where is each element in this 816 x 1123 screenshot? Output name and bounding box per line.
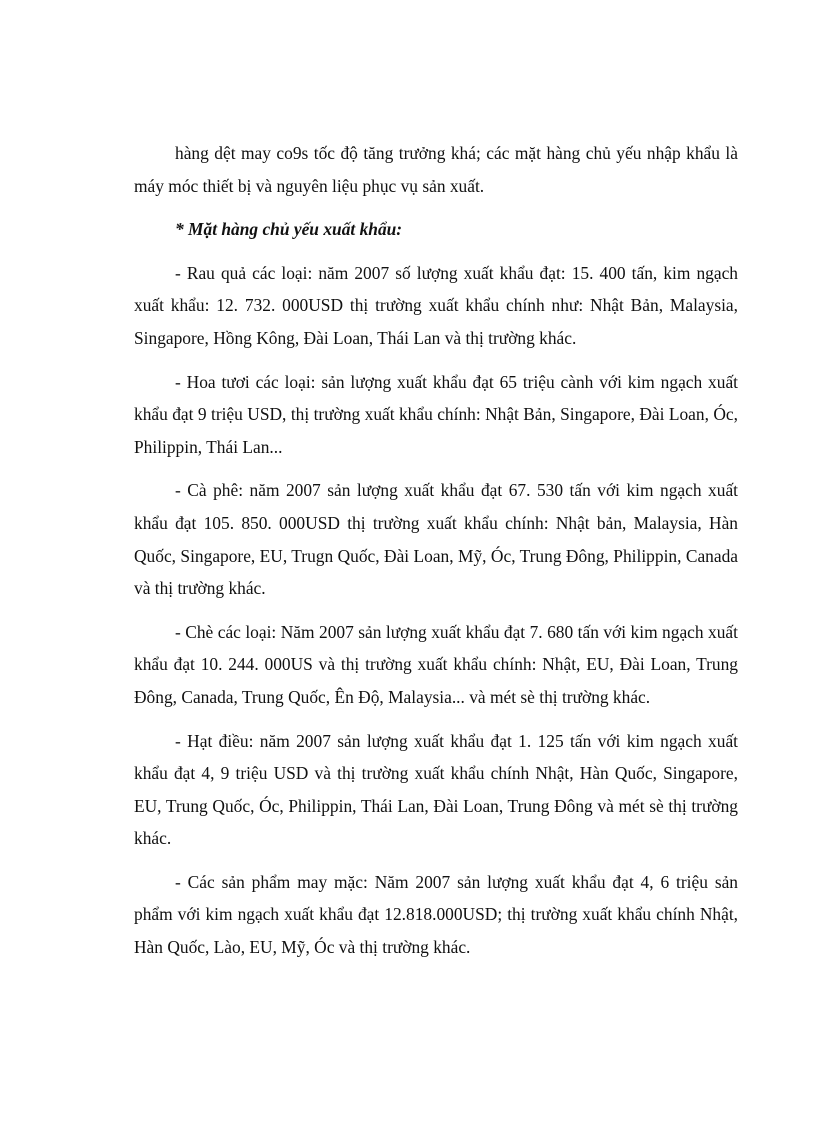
paragraph-coffee: - Cà phê: năm 2007 sản lượng xuất khẩu đạt 67. 530 tấn với kim ngạch xuất khẩu đạt 105. 850. 000USD thị trường xuất khẩu chính: Nhật bản, Malaysia, Hàn Quốc, Singapore, EU, Trugn Quốc, Đài Loan, Mỹ, Óc, Trung Đông, Philippin, Canada và thị trường khác. (134, 480, 738, 599)
document-body (134, 137, 738, 975)
paragraph-fresh-flowers: - Hoa tươi các loại: sản lượng xuất khẩu đạt 65 triệu cành với kim ngạch xuất khẩu đạt 9 triệu USD, thị trường xuất khẩu chính: Nhật Bản, Singapore, Đài Loan, Óc, Philippin, Thái Lan... (134, 371, 738, 457)
paragraph-cashew: - Hạt điều: năm 2007 sản lượng xuất khẩu đạt 1. 125 tấn với kim ngạch xuất khẩu đạt 4, 9 triệu USD và thị trường xuất khẩu chính Nhật, Hàn Quốc, Singapore, EU, Trung Quốc, Óc, Philippin, Thái Lan, Đài Loan, Trung Đông và mét sè thị trường khác. (134, 730, 738, 849)
paragraph-tea: - Chè các loại: Năm 2007 sản lượng xuất khẩu đạt 7. 680 tấn với kim ngạch xuất khẩu đạt 10. 244. 000US và thị trường xuất khẩu chính: Nhật, EU, Đài Loan, Trung Đông, Canada, Trung Quốc, Ên Độ, Malaysia... và mét sè thị trường khác. (134, 621, 738, 707)
paragraph-garments: - Các sản phẩm may mặc: Năm 2007 sản lượng xuất khẩu đạt 4, 6 triệu sản phẩm với kim ngạch xuất khẩu đạt 12.818.000USD; thị trường xuất khẩu chính Nhật, Hàn Quốc, Lào, EU, Mỹ, Óc và thị trường khác. (134, 871, 738, 958)
section-heading: * Mặt hàng chủ yếu xuất khẩu: (175, 219, 403, 240)
paragraph-fruits-vegetables: - Rau quả các loại: năm 2007 số lượng xuất khẩu đạt: 15. 400 tấn, kim ngạch xuất khẩu: 12. 732. 000USD thị trường xuất khẩu chính như: Nhật Bản, Malaysia, Singapore, Hồng Kông, Đài Loan, Thái Lan và thị trường khác. (134, 262, 738, 348)
paragraph-intro: hàng dệt may co9s tốc độ tăng trưởng khá; các mặt hàng chủ yếu nhập khẩu là máy móc thiết bị và nguyên liệu phục vụ sản xuất. (134, 143, 738, 196)
